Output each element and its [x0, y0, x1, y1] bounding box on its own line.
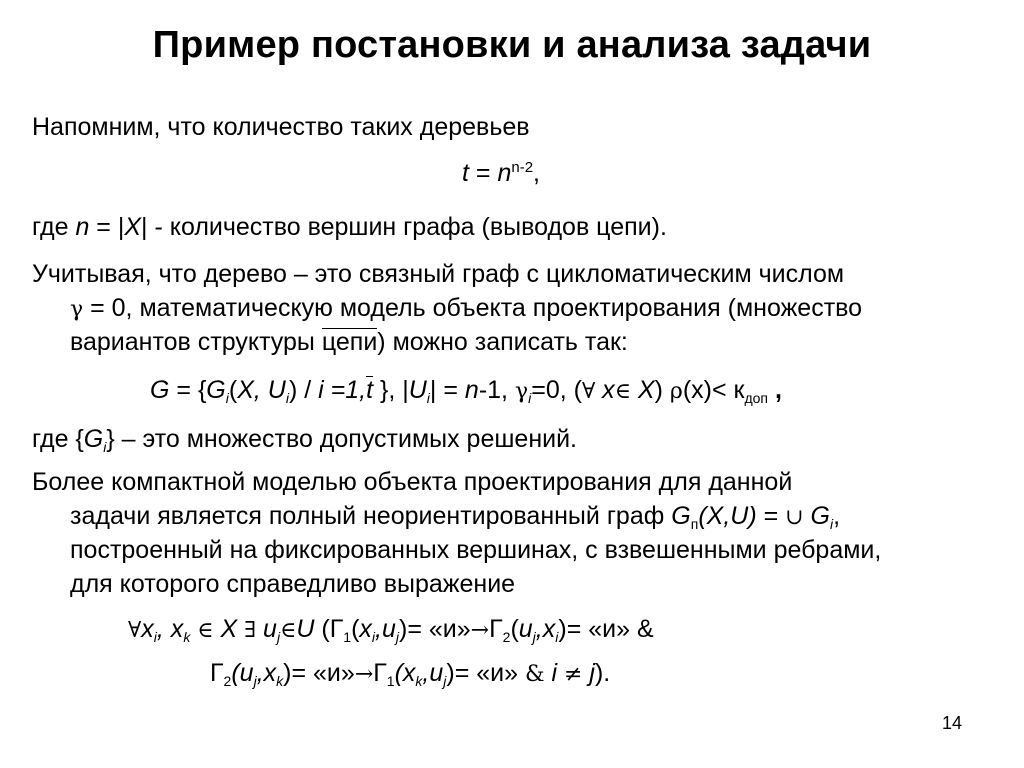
formula-condition-1: $\forall x_i$, $x_k$ ∈ X ∃ $u_j\in U$ ($Г_1(x_i,u_j)=$ «$и»\to Г_2(u_j,x_i)=$ «и» & — [128, 615, 654, 645]
formula-model-G: $G = \{G_i(X$, $U_i) / i =1,t$ }, $|U_i| = n-1$, $\gamma_i=0$, (∀ x∈ X) $\rho(x)< к_{доп}$ , — [150, 376, 782, 406]
text-line-3: Учитывая, что дерево – это связный граф с цикломатическим числом — [32, 260, 845, 288]
text-line-5: вариантов структуры цепи) можно записать так: — [70, 328, 628, 356]
text-line-11: для которого справедливо выражение — [70, 570, 516, 598]
formula-condition-2: $Г_2(u_j,x_k)=$ «$и»\to Г_1(x_k,u_j)=$ «и» & i ≠ j). — [210, 659, 611, 689]
text-line-10: построенный на фиксированных вершинах, с взвешенными ребрами, — [70, 536, 882, 564]
formula-tree-count: $t = n^{n-2}$, — [462, 159, 540, 187]
text-line-8: Более компактной моделью объекта проектирования для данной — [32, 468, 793, 496]
text-line-9: задачи является полный неориентированный граф $G_п(X,U)$ = ∪ $G_i$, — [70, 502, 841, 532]
text-line-1: Напомним, что количество таких деревьев — [32, 113, 530, 141]
overlined-word: цепи — [321, 328, 378, 356]
page-number: 14 — [941, 713, 962, 733]
slide-title: Пример постановки и анализа задачи — [152, 24, 872, 66]
text-line-2: где n = |X| - количество вершин графа (выводов цепи). — [32, 213, 667, 241]
text-line-7: где $\{G_i\}$ – это множество допустимых решений. — [32, 425, 578, 455]
text-line-4: γ = 0, математическую модель объекта проектирования (множество — [70, 294, 863, 322]
